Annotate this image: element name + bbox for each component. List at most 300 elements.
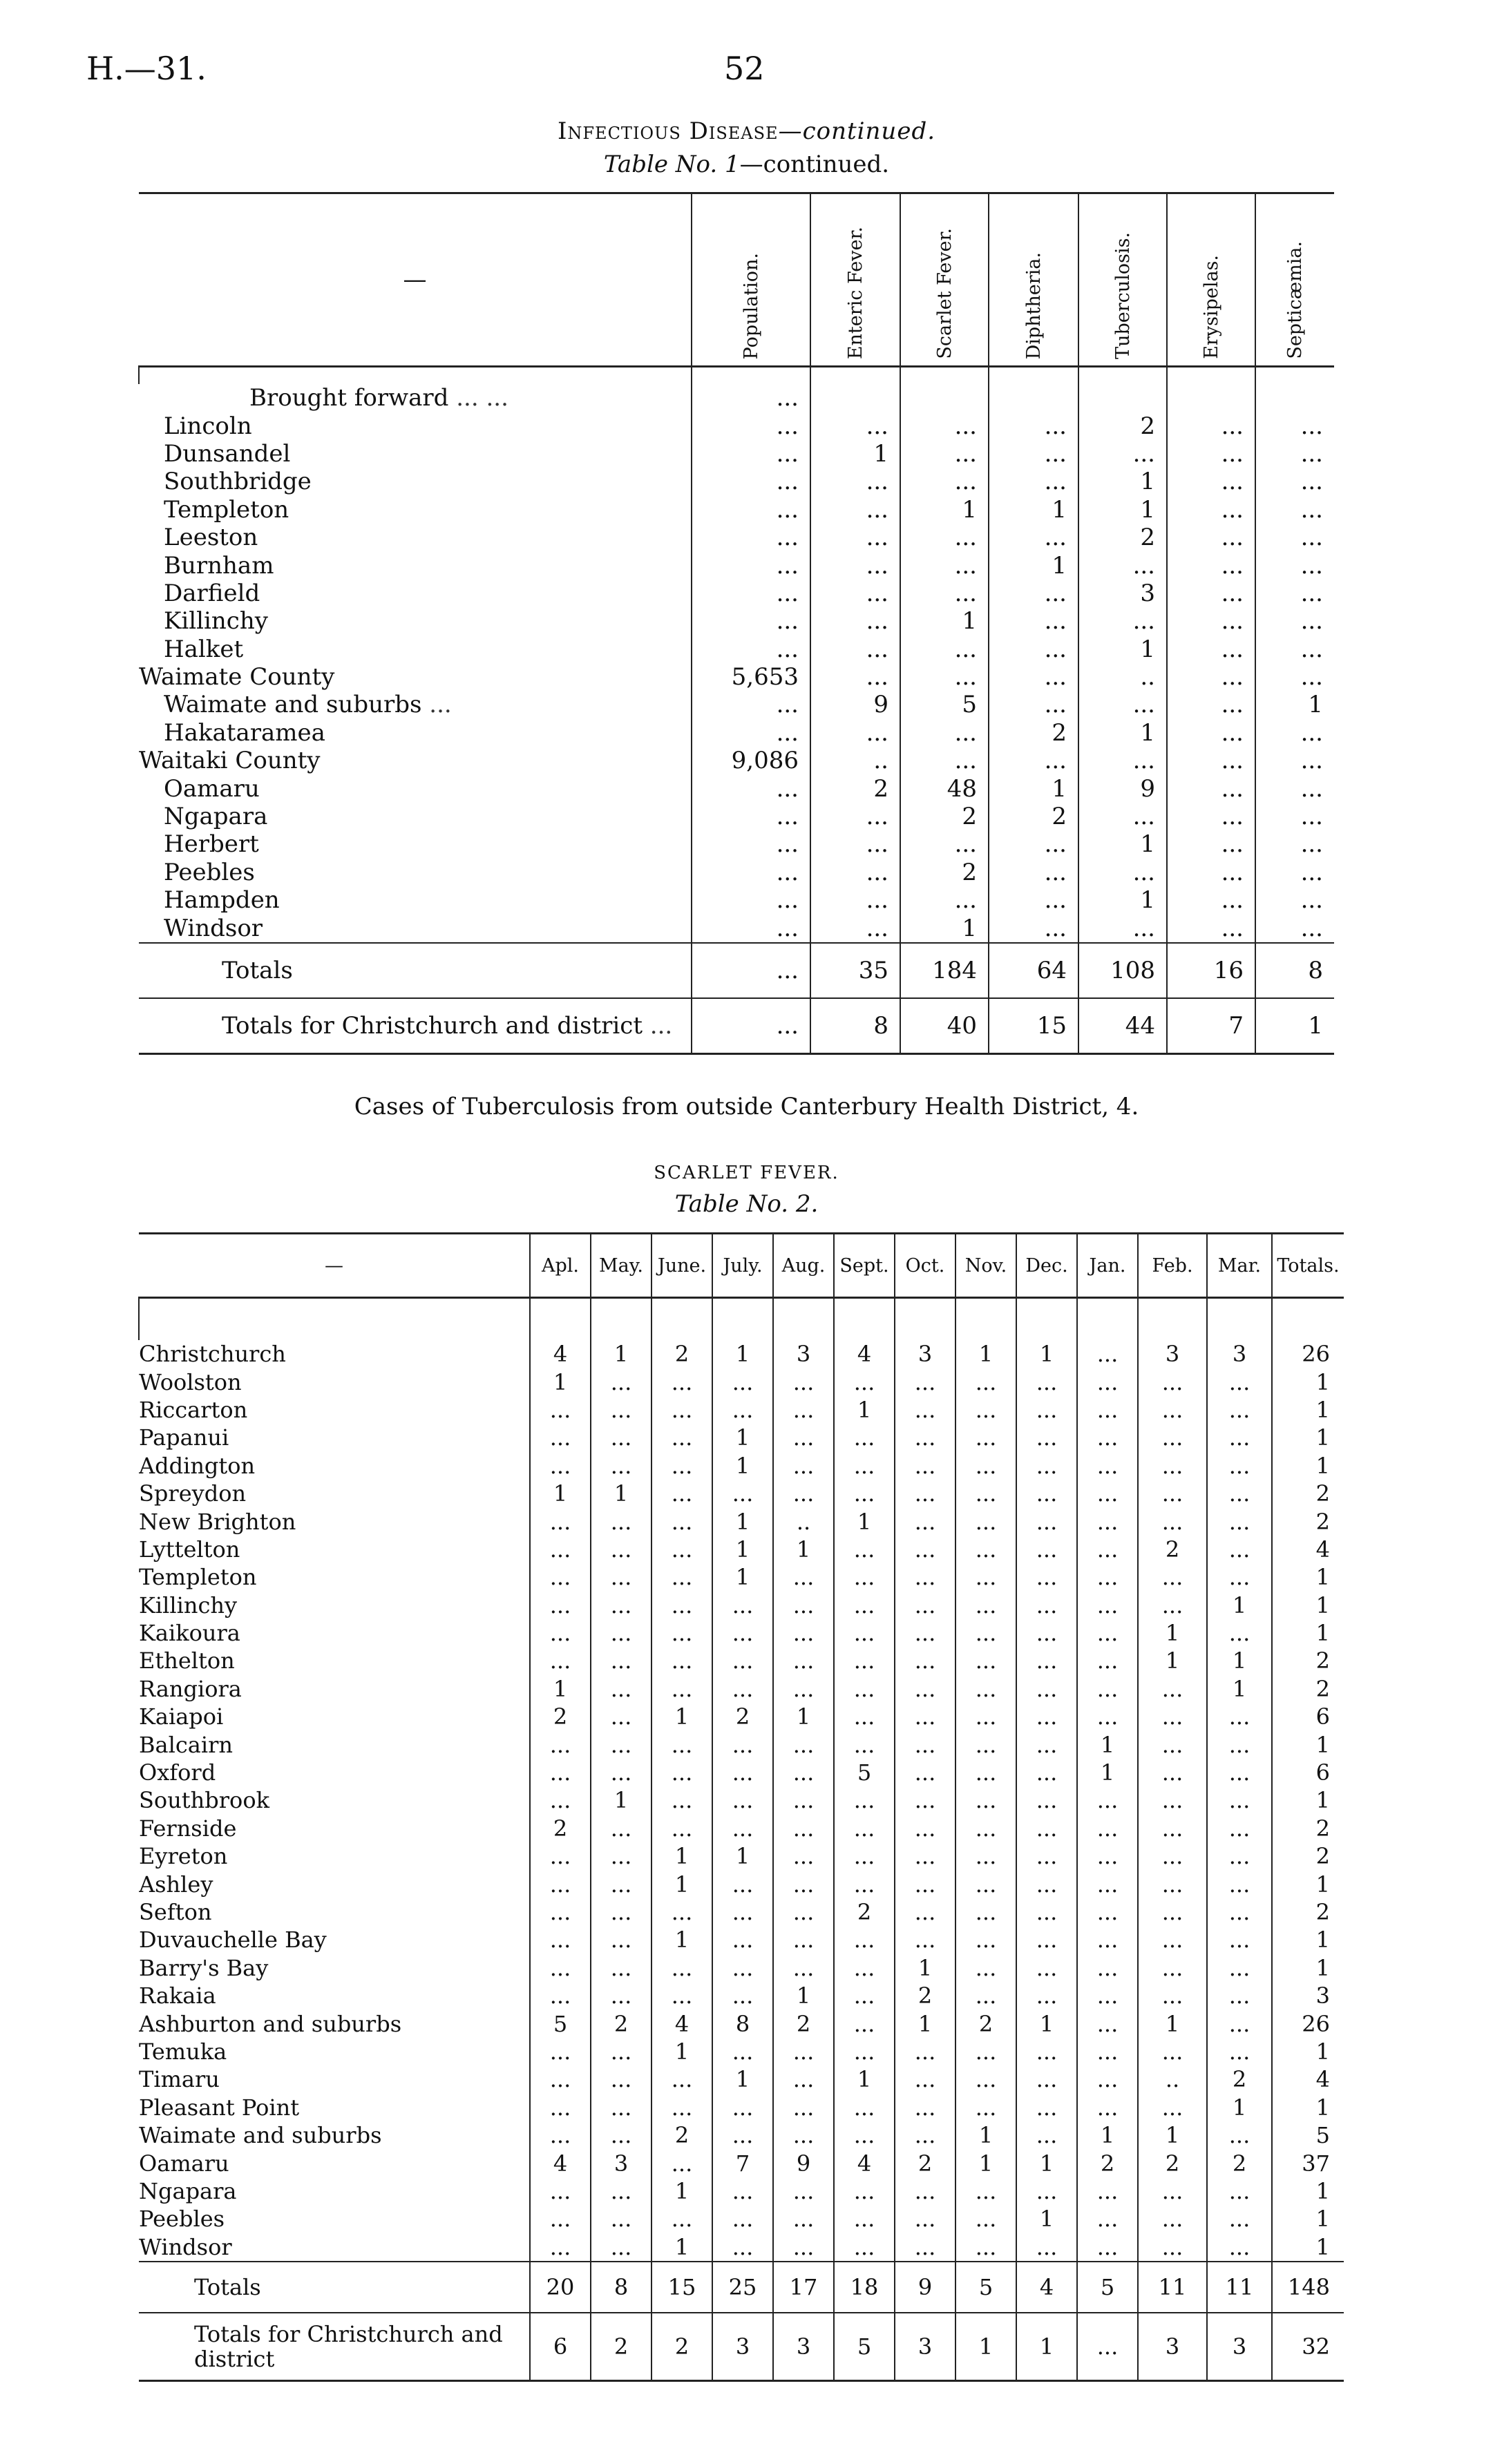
- value-cell: 1: [900, 607, 989, 635]
- row-label-cell: [139, 2149, 530, 2177]
- value-cell: ...: [1167, 636, 1255, 663]
- value-cell: ...: [1016, 1786, 1077, 1814]
- table-row: [139, 1730, 1344, 1758]
- table-row: [139, 1480, 1344, 1507]
- value-cell: 2: [900, 803, 989, 830]
- column-header: [1167, 193, 1255, 367]
- table-row: [139, 886, 1334, 914]
- value-cell: ...: [692, 468, 810, 495]
- value-cell: ...: [955, 1982, 1016, 2009]
- row-label-cell: [139, 1563, 530, 1591]
- table-row: [139, 691, 1334, 718]
- row-label: Pleasant Point: [139, 2094, 300, 2121]
- value-cell: 1: [652, 2177, 712, 2205]
- table-row: [139, 1898, 1344, 1926]
- value-cell: ...: [692, 440, 810, 468]
- value-cell: ...: [810, 663, 900, 691]
- value-cell: ...: [692, 830, 810, 858]
- value-cell: ...: [1167, 496, 1255, 524]
- row-label: Totals: [194, 2273, 261, 2300]
- value-cell: ...: [989, 607, 1078, 635]
- value-cell: 1: [1272, 2094, 1344, 2121]
- value-cell: ...: [692, 691, 810, 718]
- value-cell: ...: [1138, 1898, 1207, 1926]
- value-cell: ...: [530, 1424, 591, 1451]
- table-row: [139, 2205, 1344, 2233]
- row-label: New Brighton: [139, 1508, 296, 1535]
- value-cell: ..: [810, 747, 900, 774]
- value-cell: ...: [1016, 1759, 1077, 1786]
- value-cell: ...: [1016, 2121, 1077, 2149]
- table-row: [139, 2065, 1344, 2093]
- value-cell: ...: [955, 1926, 1016, 1954]
- value-cell: ...: [1138, 1480, 1207, 1507]
- value-cell: 1: [1207, 2094, 1272, 2121]
- value-cell: ...: [900, 412, 989, 439]
- value-cell: ...: [591, 1898, 652, 1926]
- table-row: [139, 1452, 1344, 1480]
- table-row: [139, 859, 1334, 886]
- column-header: [1255, 193, 1334, 367]
- value-cell: 108: [1078, 943, 1167, 998]
- value-cell: ...: [955, 1480, 1016, 1507]
- value-cell: ...: [692, 914, 810, 942]
- value-cell: ...: [1138, 2205, 1207, 2233]
- value-cell: 2: [1272, 1647, 1344, 1674]
- value-cell: ...: [1207, 1507, 1272, 1535]
- table-row: [139, 468, 1334, 495]
- value-cell: ...: [1016, 1424, 1077, 1451]
- value-cell: ...: [1016, 1815, 1077, 1842]
- value-cell: ...: [955, 1815, 1016, 1842]
- row-label-cell: [139, 468, 692, 495]
- value-cell: ...: [1138, 1675, 1207, 1703]
- row-label-cell: [139, 691, 692, 718]
- table-row: [139, 524, 1334, 551]
- value-cell: ...: [1167, 774, 1255, 802]
- value-cell: 9: [1078, 774, 1167, 802]
- value-cell: ...: [834, 2121, 895, 2149]
- value-cell: ...: [652, 1563, 712, 1591]
- table-row: [139, 2262, 1344, 2313]
- value-cell: ...: [834, 1815, 895, 1842]
- row-label: Hakataramea: [164, 718, 325, 747]
- value-cell: 1: [712, 2065, 773, 2093]
- value-cell: ...: [1077, 1898, 1138, 1926]
- value-cell: ...: [591, 1870, 652, 1898]
- table-row: [139, 2121, 1344, 2149]
- value-cell: 148: [1272, 2262, 1344, 2313]
- value-cell: ...: [955, 2233, 1016, 2262]
- value-cell: ...: [773, 1424, 834, 1451]
- value-cell: 1: [1138, 2009, 1207, 2037]
- value-cell: ...: [810, 412, 900, 439]
- value-cell: 15: [652, 2262, 712, 2313]
- value-cell: ...: [989, 859, 1078, 886]
- value-cell: 1: [955, 2313, 1016, 2381]
- table-row: [139, 607, 1334, 635]
- column-header: [1078, 193, 1167, 367]
- value-cell: 1: [1138, 1619, 1207, 1647]
- value-cell: 1: [1078, 719, 1167, 747]
- value-cell: 3: [773, 1340, 834, 1368]
- table-row: [139, 1926, 1344, 1954]
- table-row: [139, 663, 1334, 691]
- value-cell: ...: [955, 1563, 1016, 1591]
- value-cell: 1: [1272, 1926, 1344, 1954]
- value-cell: ...: [652, 1982, 712, 2009]
- value-cell: ...: [530, 2065, 591, 2093]
- table-row: [139, 830, 1334, 858]
- value-cell: 1: [1272, 1424, 1344, 1451]
- value-cell: 1: [955, 2149, 1016, 2177]
- value-cell: ...: [989, 636, 1078, 663]
- value-cell: ...: [1077, 1340, 1138, 1368]
- value-cell: [1255, 384, 1334, 412]
- value-cell: 1: [1272, 1563, 1344, 1591]
- row-label-cell: [139, 496, 692, 524]
- value-cell: ...: [712, 1815, 773, 1842]
- value-cell: ...: [1207, 1842, 1272, 1870]
- row-label: Addington: [139, 1452, 256, 1479]
- value-cell: 1: [652, 1703, 712, 1730]
- value-cell: ...: [1016, 1592, 1077, 1619]
- value-cell: 2: [989, 719, 1078, 747]
- value-cell: ...: [1077, 1396, 1138, 1424]
- value-cell: ...: [692, 719, 810, 747]
- value-cell: ...: [1138, 1786, 1207, 1814]
- value-cell: ...: [1207, 2177, 1272, 2205]
- value-cell: 1: [1272, 1592, 1344, 1619]
- value-cell: 26: [1272, 1340, 1344, 1368]
- value-cell: ...: [895, 1675, 955, 1703]
- value-cell: ...: [834, 2205, 895, 2233]
- value-cell: ...: [1077, 1424, 1138, 1451]
- value-cell: ...: [773, 1730, 834, 1758]
- value-cell: ...: [834, 1730, 895, 1758]
- row-label: Woolston: [139, 1368, 242, 1395]
- row-label-cell: [139, 1815, 530, 1842]
- value-cell: ...: [1255, 914, 1334, 942]
- stub-header: —: [139, 1234, 530, 1298]
- table-row: [139, 2038, 1344, 2065]
- leader-dots: ...: [421, 691, 452, 719]
- value-cell: ...: [652, 1452, 712, 1480]
- value-cell: ...: [1255, 412, 1334, 439]
- value-cell: ...: [1016, 1926, 1077, 1954]
- value-cell: 5: [1077, 2262, 1138, 2313]
- value-cell: ...: [895, 1452, 955, 1480]
- value-cell: 2: [1138, 1536, 1207, 1563]
- value-cell: ...: [591, 1424, 652, 1451]
- value-cell: ...: [1167, 663, 1255, 691]
- value-cell: ...: [1255, 524, 1334, 551]
- value-cell: 4: [530, 2149, 591, 2177]
- value-cell: ...: [900, 663, 989, 691]
- value-cell: 3: [895, 1340, 955, 1368]
- value-cell: ...: [530, 1926, 591, 1954]
- value-cell: ...: [773, 2233, 834, 2262]
- value-cell: 2: [1078, 412, 1167, 439]
- row-label-cell: [139, 580, 692, 607]
- value-cell: 40: [900, 998, 989, 1054]
- value-cell: 4: [834, 1340, 895, 1368]
- row-label: Leeston: [164, 524, 258, 552]
- value-cell: ...: [692, 384, 810, 412]
- value-cell: 1: [834, 1507, 895, 1535]
- row-label: Oamaru: [139, 2150, 229, 2177]
- value-cell: 2: [591, 2313, 652, 2381]
- value-cell: ..: [1078, 663, 1167, 691]
- value-cell: 7: [1167, 998, 1255, 1054]
- report-code: H.—31.: [86, 50, 207, 87]
- value-cell: 2: [900, 859, 989, 886]
- value-cell: ...: [712, 2121, 773, 2149]
- value-cell: 1: [1016, 2205, 1077, 2233]
- row-label-cell: [139, 1926, 530, 1954]
- row-label: Eyreton: [139, 1843, 228, 1870]
- value-cell: ...: [773, 2065, 834, 2093]
- table2-caption: Table No. 2.: [674, 1190, 819, 1218]
- value-cell: ...: [1207, 1759, 1272, 1786]
- value-cell: ...: [810, 607, 900, 635]
- value-cell: ...: [834, 1954, 895, 1982]
- row-label-cell: [139, 1368, 530, 1395]
- value-cell: ...: [1207, 2009, 1272, 2037]
- value-cell: ...: [773, 1786, 834, 1814]
- value-cell: ...: [530, 1536, 591, 1563]
- value-cell: ...: [692, 636, 810, 663]
- value-cell: ...: [955, 1759, 1016, 1786]
- value-cell: ...: [1078, 914, 1167, 942]
- row-label-cell: [139, 663, 692, 691]
- row-label: Spreydon: [139, 1480, 247, 1507]
- value-cell: ...: [810, 636, 900, 663]
- value-cell: 2: [989, 803, 1078, 830]
- table-row: [139, 1786, 1344, 1814]
- value-cell: 1: [834, 1396, 895, 1424]
- value-cell: 6: [530, 2313, 591, 2381]
- row-label: Windsor: [164, 914, 263, 942]
- value-cell: 2: [1272, 1675, 1344, 1703]
- row-label-cell: [139, 1592, 530, 1619]
- row-label-cell: [139, 719, 692, 747]
- value-cell: ...: [652, 1480, 712, 1507]
- table-row: [139, 1536, 1344, 1563]
- value-cell: ...: [773, 2094, 834, 2121]
- table-row: [139, 998, 1334, 1054]
- table-row: [139, 384, 1334, 412]
- row-label: Christchurch: [139, 1341, 286, 1368]
- value-cell: ...: [530, 1870, 591, 1898]
- value-cell: ...: [955, 1703, 1016, 1730]
- value-cell: ...: [530, 2121, 591, 2149]
- value-cell: ...: [989, 830, 1078, 858]
- value-cell: ...: [591, 1647, 652, 1674]
- value-cell: 1: [652, 2233, 712, 2262]
- row-label: Totals for Christchurch and district: [222, 1011, 643, 1040]
- value-cell: 1: [895, 2009, 955, 2037]
- value-cell: 1: [1207, 1592, 1272, 1619]
- table-row: [139, 1982, 1344, 2009]
- value-cell: ...: [895, 2205, 955, 2233]
- table-row: [139, 2009, 1344, 2037]
- table-row: [139, 496, 1334, 524]
- value-cell: ...: [1207, 1898, 1272, 1926]
- row-label: Hampden: [164, 886, 280, 915]
- value-cell: ...: [1207, 1480, 1272, 1507]
- value-cell: ...: [1016, 1619, 1077, 1647]
- value-cell: 6: [1272, 1703, 1344, 1730]
- value-cell: 2: [1272, 1898, 1344, 1926]
- value-cell: ...: [591, 2094, 652, 2121]
- row-label: Killinchy: [164, 607, 268, 636]
- value-cell: ...: [810, 580, 900, 607]
- row-label: Totals for Christchurch and district: [194, 2320, 503, 2372]
- row-label: Waimate and suburbs: [164, 691, 422, 719]
- row-label-cell: [139, 1619, 530, 1647]
- value-cell: ...: [895, 1396, 955, 1424]
- value-cell: ...: [955, 1842, 1016, 1870]
- value-cell: 5: [834, 1759, 895, 1786]
- value-cell: 1: [652, 1842, 712, 1870]
- value-cell: ...: [1138, 1759, 1207, 1786]
- value-cell: ...: [1077, 1592, 1138, 1619]
- value-cell: ...: [989, 747, 1078, 774]
- value-cell: ...: [591, 1368, 652, 1395]
- value-cell: 5: [900, 691, 989, 718]
- value-cell: 35: [810, 943, 900, 998]
- value-cell: ...: [1207, 1563, 1272, 1591]
- value-cell: ...: [530, 2205, 591, 2233]
- value-cell: 1: [652, 2038, 712, 2065]
- value-cell: ...: [895, 1563, 955, 1591]
- value-cell: 1: [989, 551, 1078, 579]
- table-row: [139, 2233, 1344, 2262]
- value-cell: ...: [530, 2177, 591, 2205]
- stub-header: —: [139, 193, 692, 367]
- value-cell: ...: [652, 1424, 712, 1451]
- value-cell: 37: [1272, 2149, 1344, 2177]
- row-label: Brought forward: [249, 384, 449, 412]
- value-cell: ...: [895, 2121, 955, 2149]
- value-cell: ...: [712, 2233, 773, 2262]
- value-cell: 4: [1272, 2065, 1344, 2093]
- table-row: [139, 2313, 1344, 2381]
- value-cell: ...: [895, 1424, 955, 1451]
- value-cell: ...: [591, 2205, 652, 2233]
- value-cell: 64: [989, 943, 1078, 998]
- value-cell: ...: [1167, 412, 1255, 439]
- table-row: [139, 943, 1334, 998]
- value-cell: ...: [900, 830, 989, 858]
- value-cell: ...: [1167, 803, 1255, 830]
- value-cell: 1: [810, 440, 900, 468]
- row-label-cell: [139, 412, 692, 439]
- value-cell: ...: [1138, 1396, 1207, 1424]
- value-cell: [810, 384, 900, 412]
- value-cell: ...: [712, 1647, 773, 1674]
- table-row: [139, 412, 1334, 439]
- value-cell: 1: [773, 1982, 834, 2009]
- value-cell: ...: [591, 2177, 652, 2205]
- value-cell: ...: [1077, 1815, 1138, 1842]
- value-cell: ...: [1078, 607, 1167, 635]
- value-cell: 3: [1138, 1340, 1207, 1368]
- value-cell: 5: [1272, 2121, 1344, 2149]
- row-label: Waimate County: [139, 663, 335, 691]
- value-cell: 2: [1272, 1480, 1344, 1507]
- row-label-cell: [139, 1452, 530, 1480]
- value-cell: ...: [895, 1368, 955, 1395]
- value-cell: ...: [895, 2094, 955, 2121]
- row-label-cell: [139, 859, 692, 886]
- value-cell: 1: [591, 1786, 652, 1814]
- column-header: [989, 193, 1078, 367]
- value-cell: ...: [712, 1592, 773, 1619]
- value-cell: 1: [773, 1703, 834, 1730]
- value-cell: ...: [1207, 1815, 1272, 1842]
- value-cell: ...: [530, 1786, 591, 1814]
- value-cell: ...: [955, 2177, 1016, 2205]
- value-cell: ...: [1207, 1396, 1272, 1424]
- value-cell: 1: [895, 1954, 955, 1982]
- value-cell: ...: [955, 1647, 1016, 1674]
- value-cell: 2: [652, 2313, 712, 2381]
- value-cell: 1: [1077, 1730, 1138, 1758]
- month-header: May.: [591, 1234, 652, 1298]
- value-cell: 1: [712, 1424, 773, 1451]
- value-cell: ...: [895, 1536, 955, 1563]
- value-cell: 1: [955, 2121, 1016, 2149]
- value-cell: ...: [810, 830, 900, 858]
- value-cell: ...: [773, 1954, 834, 1982]
- value-cell: 1: [1016, 2313, 1077, 2381]
- value-cell: ...: [810, 859, 900, 886]
- value-cell: ...: [1077, 1675, 1138, 1703]
- value-cell: ...: [773, 1647, 834, 1674]
- row-label-cell: [139, 1898, 530, 1926]
- value-cell: ...: [591, 1675, 652, 1703]
- row-label: Southbrook: [139, 1787, 269, 1814]
- value-cell: 32: [1272, 2313, 1344, 2381]
- value-cell: ...: [1077, 1563, 1138, 1591]
- value-cell: ...: [1138, 1368, 1207, 1395]
- value-cell: ...: [692, 496, 810, 524]
- value-cell: ...: [1138, 1870, 1207, 1898]
- value-cell: ...: [834, 2038, 895, 2065]
- table-row: [139, 1703, 1344, 1730]
- month-header: Mar.: [1207, 1234, 1272, 1298]
- value-cell: ...: [1207, 2038, 1272, 2065]
- row-label-cell: [139, 914, 692, 942]
- value-cell: ...: [1138, 1703, 1207, 1730]
- value-cell: ...: [1138, 2094, 1207, 2121]
- page-number: 52: [724, 50, 765, 87]
- value-cell: 11: [1207, 2262, 1272, 2313]
- value-cell: ..: [1138, 2065, 1207, 2093]
- value-cell: 4: [834, 2149, 895, 2177]
- value-cell: ...: [900, 440, 989, 468]
- value-cell: ...: [895, 1703, 955, 1730]
- row-label-cell: [139, 2262, 530, 2313]
- value-cell: ...: [1138, 1563, 1207, 1591]
- section-title: [0, 117, 1493, 145]
- value-cell: ...: [1167, 440, 1255, 468]
- table-row: [139, 1647, 1344, 1674]
- value-cell: 11: [1138, 2262, 1207, 2313]
- table-row: [139, 1842, 1344, 1870]
